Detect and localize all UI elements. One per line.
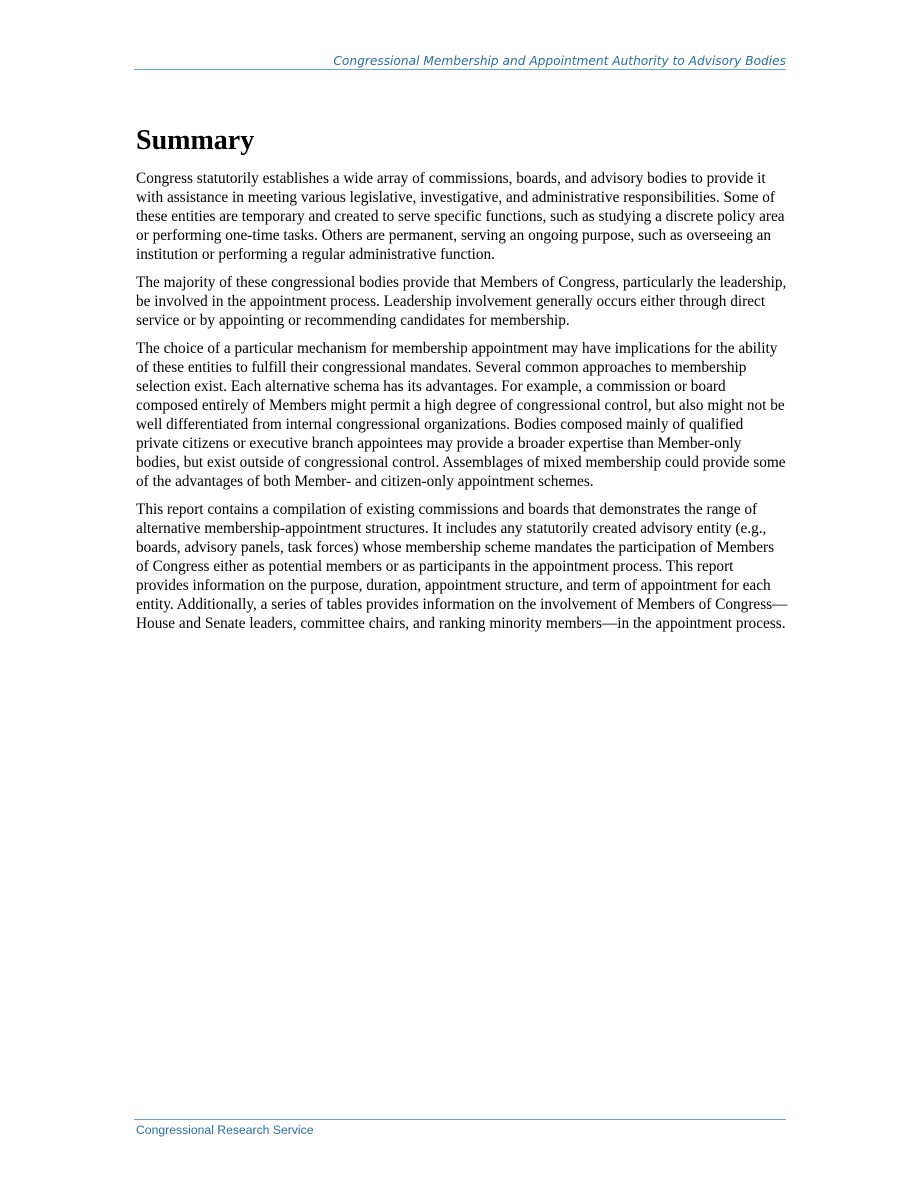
section-heading: Summary (136, 125, 255, 156)
summary-paragraph-2: The majority of these congressional bodies provide that Members of Congress, particularly the leadership, be involved in the appointment process. Leadership involvement generally occurs either through direct service or by appointing or recommending candidates for membership. (136, 274, 787, 329)
footer-organization: Congressional Research Service (136, 1123, 314, 1137)
header-divider (134, 69, 786, 70)
summary-paragraph-4: This report contains a compilation of existing commissions and boards that demonstrates the range of alternative membership-appointment structures. It includes any statutorily created advisory entity (e.g., boards, advisory panels, task forces) whose membership scheme mandates the participation of Members of Congress either as potential members or as participants in the appointment process. This report provides information on the purpose, duration, appointment structure, and term of appointment for each entity. Additionally, a series of tables provides information on the involvement of Members of Congress—House and Senate leaders, committee chairs, and ranking minority members—in the appointment process. (136, 501, 788, 632)
summary-paragraph-3: The choice of a particular mechanism for membership appointment may have implications for the ability of these entities to fulfill their congressional mandates. Several common approaches to membership selection exist. Each alternative schema has its advantages. For example, a commission or board composed entirely of Members might permit a high degree of congressional control, but also might not be well differentiated from internal congressional organizations. Bodies composed mainly of qualified private citizens or executive branch appointees may provide a broader expertise than Member-only bodies, but exist outside of congressional control. Assemblages of mixed membership could provide some of the advantages of both Member- and citizen-only appointment schemes. (136, 340, 786, 490)
summary-paragraph-1: Congress statutorily establishes a wide array of commissions, boards, and advisory bodies to provide it with assistance in meeting various legislative, investigative, and administrative responsibilities. Some of these entities are temporary and created to serve specific functions, such as studying a discrete policy area or performing one-time tasks. Others are permanent, serving an ongoing purpose, such as overseeing an institution or performing a regular administrative function. (136, 170, 785, 263)
summary-section (136, 121, 788, 642)
footer-divider (134, 1119, 786, 1120)
running-header-title: Congressional Membership and Appointment Authority to Advisory Bodies (333, 54, 786, 68)
